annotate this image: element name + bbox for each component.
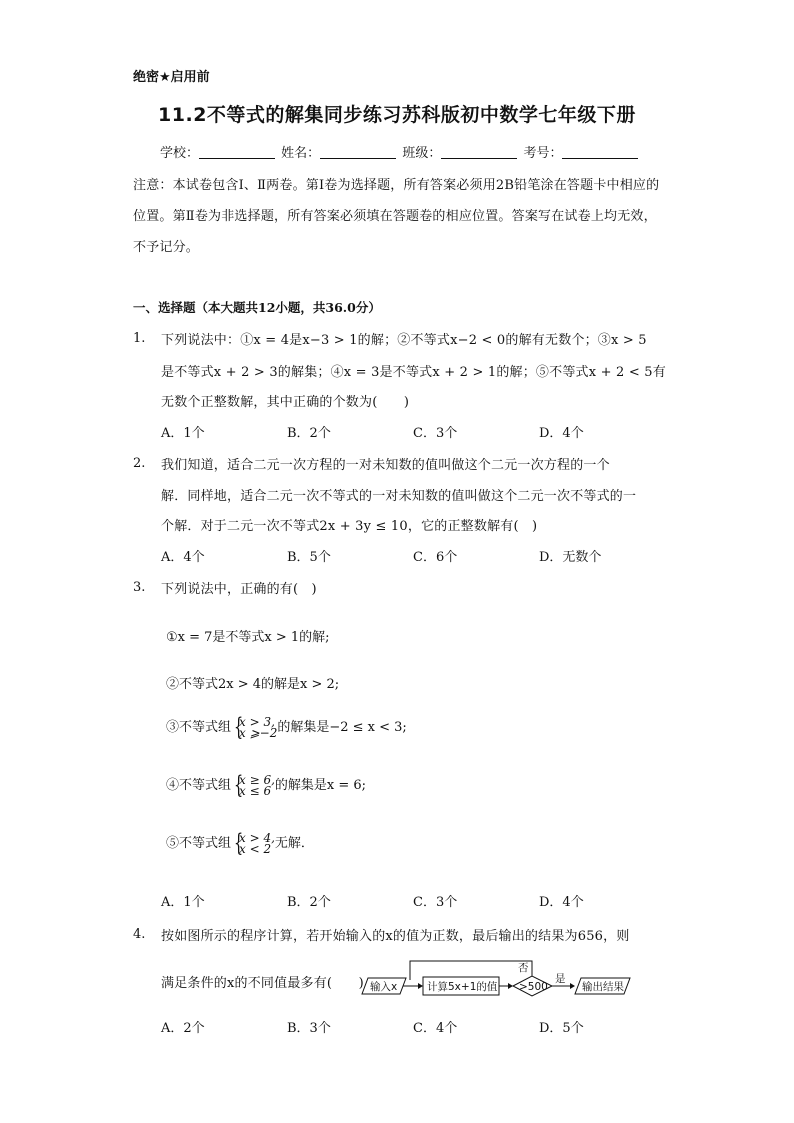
option-b[interactable]: B．5个	[287, 550, 331, 565]
option-b[interactable]: B．2个	[287, 895, 331, 910]
arrow-head-icon	[418, 983, 423, 989]
option-d[interactable]: D．无数个	[539, 550, 602, 565]
statement-suffix: 的解集是−2 ≤ x < 3;	[277, 720, 407, 735]
option-d[interactable]: D．4个	[539, 426, 584, 441]
compute-label: 计算5x+1的值	[427, 981, 498, 993]
question-text-line: 是不等式x + 2 > 3的解集；④x = 3是不等式x + 2 > 1的解；⑤不等式x + 2 < 5有	[161, 365, 666, 380]
question-text-line: 个解．对于二元一次不等式2x + 3y ≤ 10，它的正整数解有( )	[161, 519, 538, 534]
inequality-system	[231, 770, 275, 799]
question-number: 2.	[133, 456, 146, 471]
inequality-system	[231, 828, 275, 857]
class-label: 班级：	[402, 146, 442, 161]
system-line: x ≤ 6	[239, 783, 272, 798]
system-line: x ≥ 6,	[239, 772, 275, 787]
option-b[interactable]: B．2个	[287, 426, 331, 441]
statement-item	[166, 712, 407, 741]
option-a[interactable]: A．1个	[161, 426, 205, 441]
option-c[interactable]: C．4个	[413, 1021, 458, 1036]
option-a[interactable]: A．1个	[161, 895, 205, 910]
question-number: 1.	[133, 331, 146, 346]
output-label: 输出结果	[582, 981, 624, 993]
statement-item	[166, 828, 314, 857]
statement-item: ②不等式2x > 4的解是x > 2;	[166, 677, 340, 692]
brace-icon: {	[234, 770, 244, 799]
no-label: 否	[518, 962, 529, 974]
school-label: 学校：	[160, 146, 200, 161]
question-text-line: 无数个正整数解，其中正确的个数为( )	[161, 395, 410, 410]
exam-number-label: 考号：	[523, 146, 563, 161]
section-heading: 一、选择题（本大题共12小题，共36.0分）	[133, 300, 381, 315]
school-blank[interactable]	[199, 146, 275, 159]
secret-label: 绝密★启用前	[133, 70, 210, 85]
question-text-line: 按如图所示的程序计算，若开始输入的x的值为正数，最后输出的结果为656，则	[161, 929, 630, 944]
question-text-line: 满足条件的x的不同值最多有( )	[161, 976, 364, 991]
option-c[interactable]: C．3个	[413, 426, 458, 441]
statement-item	[166, 770, 367, 799]
question-text-line: 下列说法中：①x = 4是x−3 > 1的解；②不等式x−2 < 0的解有无数个；③x > 5	[161, 333, 647, 348]
option-a[interactable]: A．2个	[161, 1021, 205, 1036]
name-blank[interactable]	[320, 146, 396, 159]
question-number: 3.	[133, 580, 146, 595]
option-c[interactable]: C．3个	[413, 895, 458, 910]
option-b[interactable]: B．3个	[287, 1021, 331, 1036]
name-label: 姓名：	[281, 146, 321, 161]
condition-label: >500	[519, 981, 548, 993]
question-text-line: 下列说法中，正确的有( )	[161, 582, 317, 597]
system-line: x > 4,	[239, 830, 275, 845]
question-text-line: 解．同样地，适合二元一次不等式的一对未知数的值叫做这个二元一次不等式的一	[161, 489, 637, 504]
yes-label: 是	[555, 973, 566, 985]
question-text-line: 我们知道，适合二元一次方程的一对未知数的值叫做这个二元一次方程的一个	[161, 458, 610, 473]
input-label: 输入x	[370, 981, 398, 993]
class-blank[interactable]	[441, 146, 517, 159]
statement-item: ①x = 7是不等式x > 1的解;	[166, 630, 330, 645]
arrow-head-icon	[570, 983, 575, 989]
brace-icon: {	[234, 712, 244, 741]
exam-number-blank[interactable]	[562, 146, 638, 159]
system-line: x > 3,	[239, 714, 275, 729]
page-title: 11.2不等式的解集同步练习苏科版初中数学七年级下册	[158, 104, 636, 126]
statement-suffix: 的解集是x = 6;	[274, 778, 367, 793]
option-d[interactable]: D．5个	[539, 1021, 584, 1036]
student-info-row	[160, 142, 640, 161]
option-d[interactable]: D．4个	[539, 895, 584, 910]
statement-prefix: ④不等式组	[166, 778, 232, 793]
brace-icon: {	[234, 828, 244, 857]
exam-notice: 注意：本试卷包含Ⅰ、Ⅱ两卷。第Ⅰ卷为选择题，所有答案必须用2B铅笔涂在答题卡中相应的位置。第Ⅱ卷为非选择题，所有答案必须填在答题卷的相应位置。答案写在试卷上均无效，不予记分。	[133, 178, 660, 255]
program-flowchart	[360, 958, 632, 1002]
statement-suffix: 无解．	[274, 836, 314, 851]
statement-prefix: ③不等式组	[166, 720, 232, 735]
statement-prefix: ⑤不等式组	[166, 836, 232, 851]
question-number: 4.	[133, 927, 146, 942]
system-line: x < 2	[239, 841, 272, 856]
option-a[interactable]: A．4个	[161, 550, 205, 565]
inequality-system	[231, 712, 278, 741]
option-c[interactable]: C．6个	[413, 550, 458, 565]
system-line: x ⩾−2	[239, 725, 278, 740]
